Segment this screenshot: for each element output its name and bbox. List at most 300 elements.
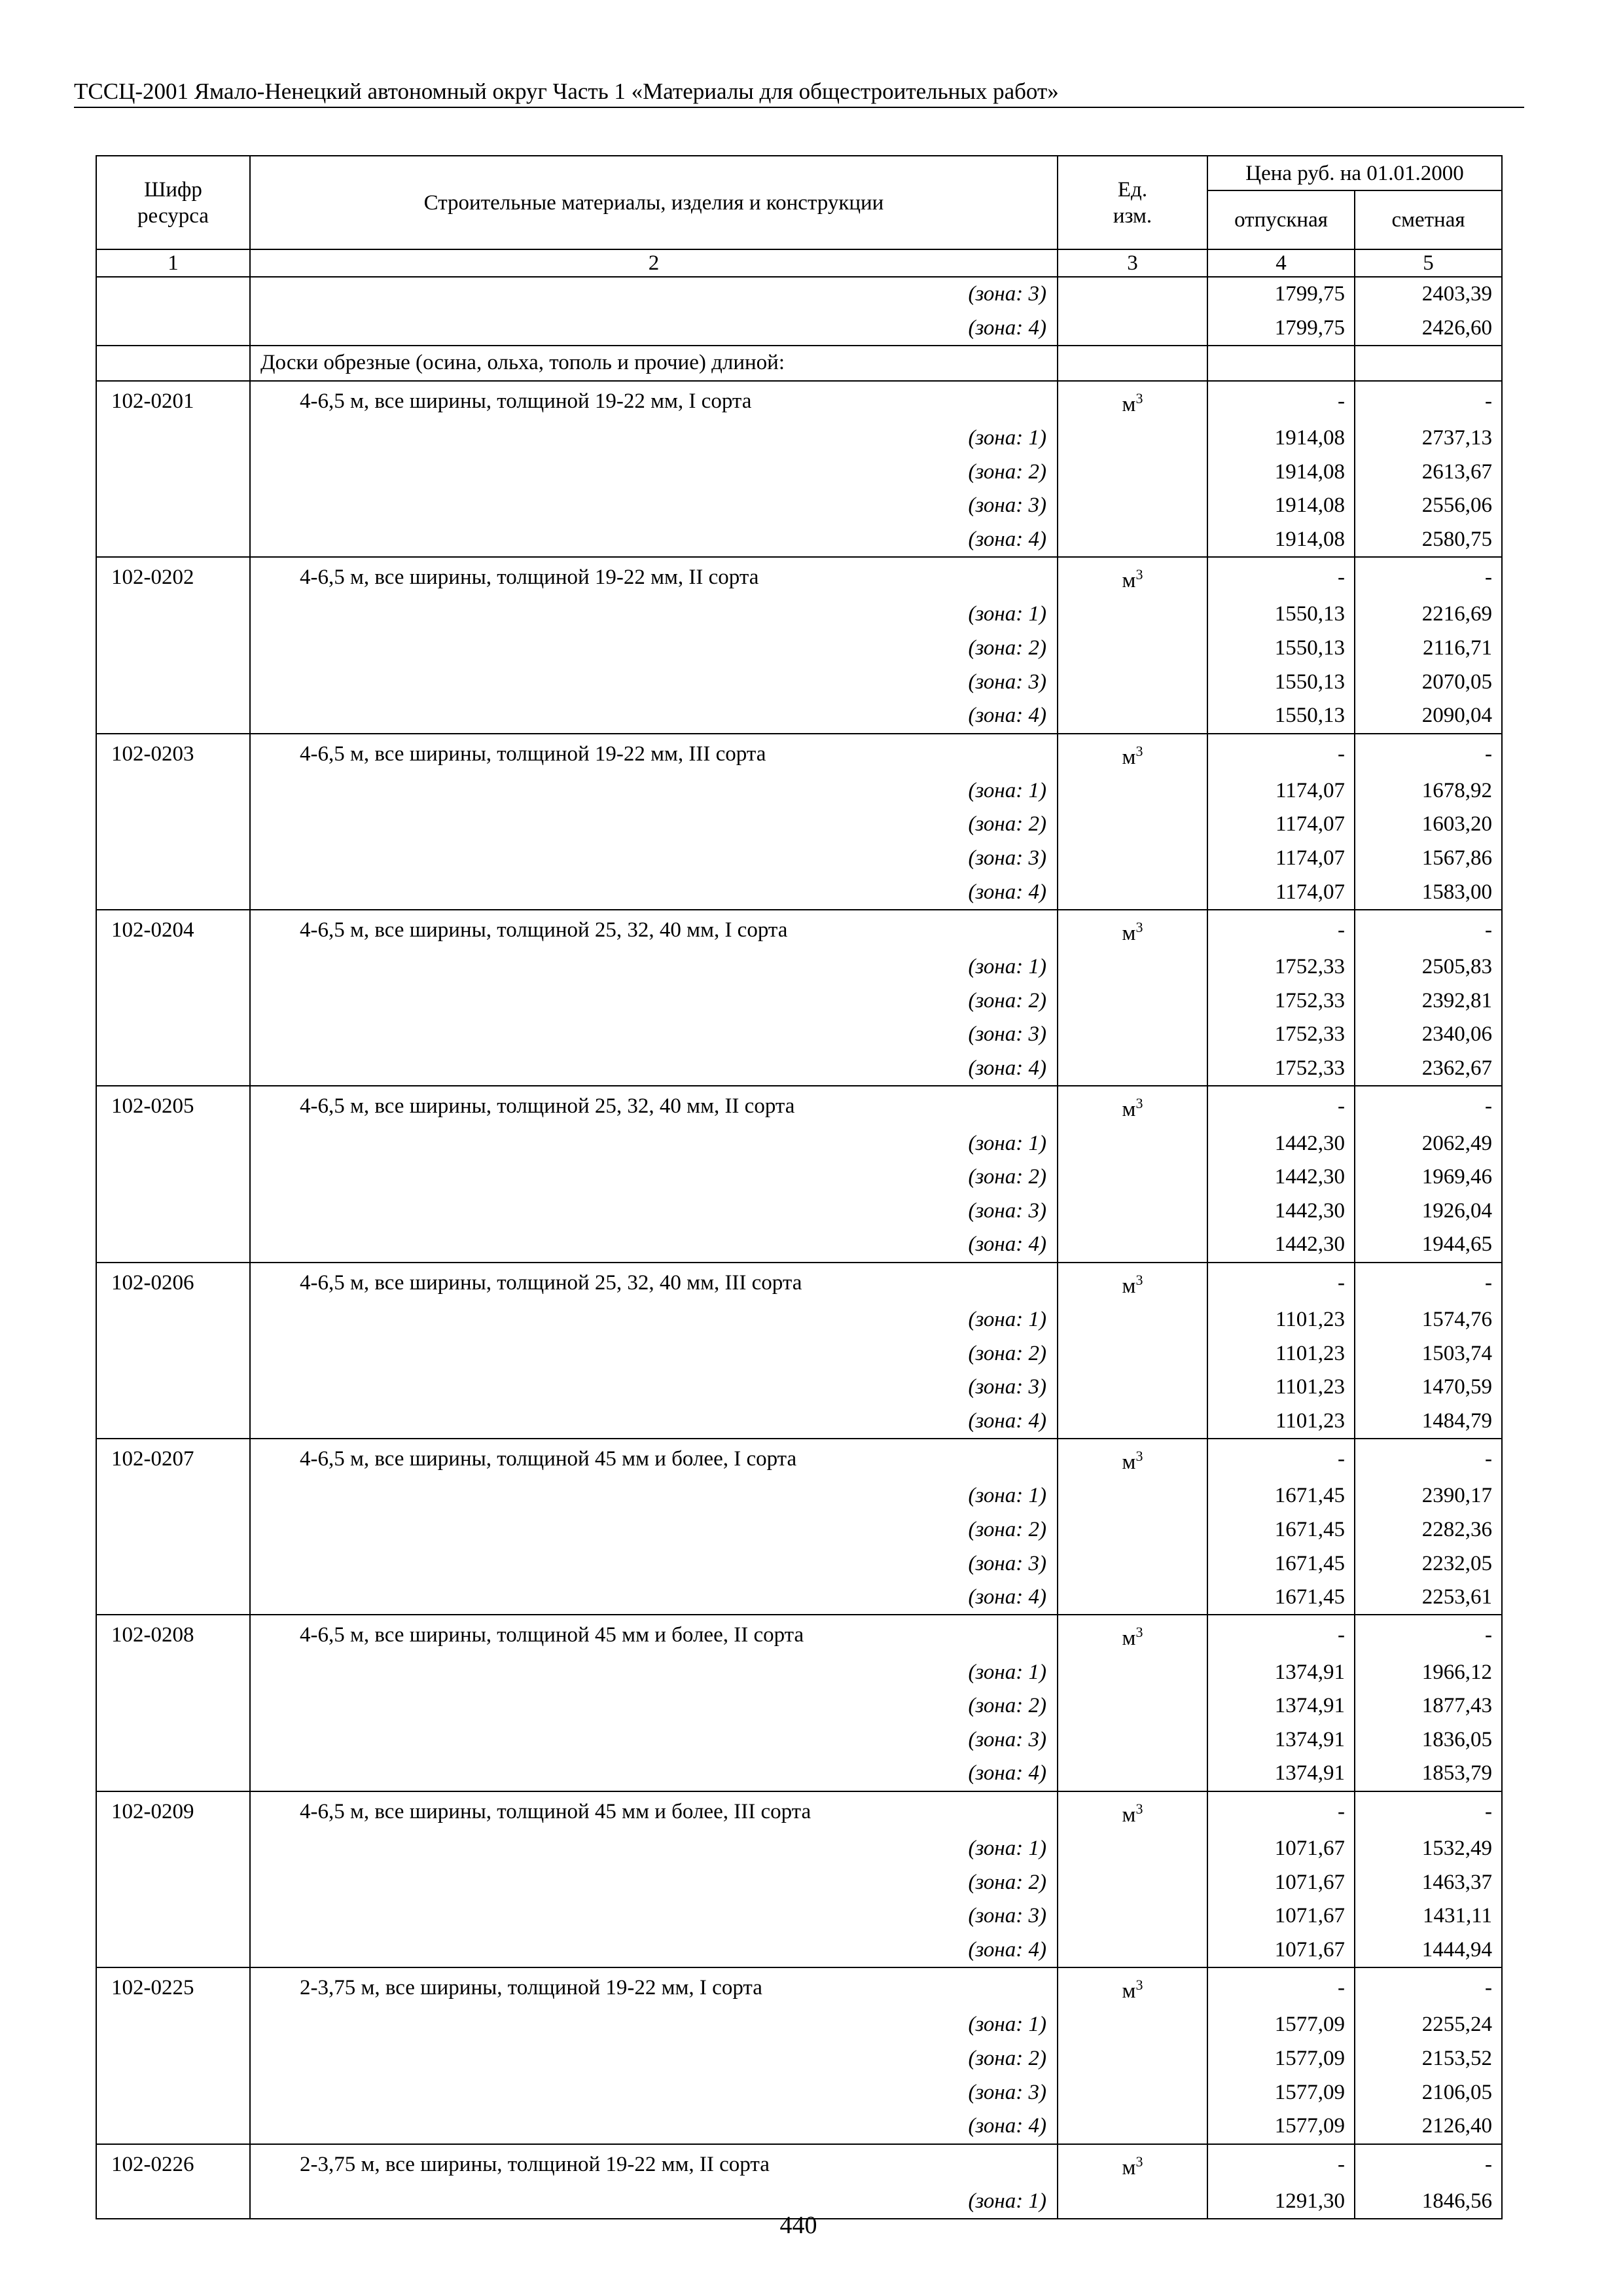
- release-price: 1101,23: [1207, 1336, 1355, 1371]
- resource-row: [96, 1967, 1502, 2008]
- code-cell: [96, 455, 250, 489]
- estimate-price-cell: [1355, 346, 1502, 381]
- zone-row: [96, 875, 1502, 910]
- unit-label: м: [1122, 569, 1136, 593]
- zone-row: [96, 1757, 1502, 1791]
- resource-name: 4-6,5 м, все ширины, толщиной 45 мм и более, III сорта: [250, 1791, 1058, 1832]
- unit-label: м: [1122, 1979, 1136, 2003]
- release-price: 1174,07: [1207, 774, 1355, 808]
- release-price: -: [1207, 2144, 1355, 2185]
- column-number: 5: [1355, 249, 1502, 277]
- release-price: 1914,08: [1207, 422, 1355, 456]
- zone-row: [96, 1723, 1502, 1757]
- zone-row: [96, 277, 1502, 312]
- unit-cell: [1058, 1439, 1207, 1479]
- column-number: 3: [1058, 249, 1207, 277]
- estimate-price: 1969,46: [1355, 1160, 1502, 1194]
- zone-row: [96, 489, 1502, 523]
- unit-cell: [1058, 489, 1207, 523]
- resource-row: [96, 2144, 1502, 2185]
- resource-row: [96, 381, 1502, 422]
- unit-cell: [1058, 774, 1207, 808]
- resource-code: 102-0203: [96, 734, 250, 774]
- unit-cell: [1058, 2109, 1207, 2144]
- estimate-price: -: [1355, 1439, 1502, 1479]
- unit-cell: [1058, 1757, 1207, 1791]
- release-price: 1577,09: [1207, 2075, 1355, 2109]
- zone-label: (зона: 3): [250, 489, 1058, 523]
- release-price: 1914,08: [1207, 455, 1355, 489]
- code-cell: [96, 950, 250, 984]
- zone-row: [96, 665, 1502, 699]
- zone-row: [96, 1018, 1502, 1052]
- estimate-price: 1574,76: [1355, 1303, 1502, 1337]
- unit-exponent: 3: [1135, 1977, 1143, 1994]
- code-cell: [96, 1371, 250, 1405]
- code-cell: [96, 2109, 250, 2144]
- code-cell: [96, 1126, 250, 1160]
- code-cell: [96, 665, 250, 699]
- estimate-price: 1603,20: [1355, 808, 1502, 842]
- zone-row: [96, 312, 1502, 346]
- unit-cell: [1058, 984, 1207, 1018]
- zone-label: (зона: 4): [250, 1933, 1058, 1968]
- estimate-price: 1463,37: [1355, 1865, 1502, 1899]
- col-header-code: Шифр ресурса: [96, 156, 250, 249]
- estimate-price: 2580,75: [1355, 523, 1502, 558]
- estimate-price: -: [1355, 734, 1502, 774]
- zone-row: [96, 808, 1502, 842]
- zone-row: [96, 2109, 1502, 2144]
- zone-label: (зона: 3): [250, 1899, 1058, 1933]
- zone-label: (зона: 2): [250, 984, 1058, 1018]
- header-rule: [74, 107, 1524, 108]
- release-price: 1577,09: [1207, 2008, 1355, 2042]
- zone-row: [96, 1581, 1502, 1615]
- estimate-price: 1836,05: [1355, 1723, 1502, 1757]
- code-cell: [96, 1655, 250, 1689]
- release-price: 1174,07: [1207, 808, 1355, 842]
- release-price: 1799,75: [1207, 312, 1355, 346]
- zone-row: [96, 1126, 1502, 1160]
- zone-label: (зона: 1): [250, 598, 1058, 632]
- resource-code: 102-0205: [96, 1086, 250, 1126]
- zone-row: [96, 1052, 1502, 1086]
- code-cell: [96, 632, 250, 666]
- zone-label: (зона: 4): [250, 1228, 1058, 1263]
- release-price: 1374,91: [1207, 1689, 1355, 1723]
- release-price: -: [1207, 1967, 1355, 2008]
- estimate-price: 2390,17: [1355, 1479, 1502, 1513]
- zone-row: [96, 1513, 1502, 1547]
- code-cell: [96, 2042, 250, 2076]
- resource-code: 102-0209: [96, 1791, 250, 1832]
- release-price: 1550,13: [1207, 598, 1355, 632]
- release-price: 1914,08: [1207, 489, 1355, 523]
- code-cell: [96, 699, 250, 734]
- unit-cell: [1058, 1615, 1207, 1655]
- code-cell: [96, 523, 250, 558]
- release-price: 1671,45: [1207, 1581, 1355, 1615]
- zone-label: (зона: 2): [250, 808, 1058, 842]
- code-cell: [96, 1479, 250, 1513]
- code-cell: [96, 842, 250, 876]
- zone-row: [96, 1336, 1502, 1371]
- resource-name: 2-3,75 м, все ширины, толщиной 19-22 мм, II сорта: [250, 2144, 1058, 2185]
- zone-row: [96, 1655, 1502, 1689]
- zone-row: [96, 632, 1502, 666]
- estimate-price: 2426,60: [1355, 312, 1502, 346]
- estimate-price: 1503,74: [1355, 1336, 1502, 1371]
- resource-code: 102-0201: [96, 381, 250, 422]
- release-price: 1799,75: [1207, 277, 1355, 312]
- release-price: 1374,91: [1207, 1655, 1355, 1689]
- estimate-price: 1484,79: [1355, 1404, 1502, 1439]
- document-header-title: ТССЦ-2001 Ямало-Ненецкий автономный округ Часть 1 «Материалы для общестроительных работ»: [74, 79, 1059, 104]
- release-price: 1752,33: [1207, 984, 1355, 1018]
- estimate-price: 2362,67: [1355, 1052, 1502, 1086]
- col-header-price-group: Цена руб. на 01.01.2000: [1207, 156, 1502, 190]
- estimate-price: 2126,40: [1355, 2109, 1502, 2144]
- estimate-price: 2340,06: [1355, 1018, 1502, 1052]
- page-number: 440: [779, 2212, 817, 2239]
- code-cell: [96, 1832, 250, 1866]
- unit-label: м: [1122, 1274, 1136, 1298]
- zone-label: (зона: 1): [250, 1479, 1058, 1513]
- resource-code: 102-0206: [96, 1263, 250, 1303]
- release-price: 1577,09: [1207, 2109, 1355, 2144]
- unit-label: м: [1122, 1803, 1136, 1827]
- zone-label: (зона: 1): [250, 1655, 1058, 1689]
- code-cell: [96, 1228, 250, 1263]
- zone-label: (зона: 4): [250, 1404, 1058, 1439]
- unit-cell: [1058, 1581, 1207, 1615]
- unit-cell: [1058, 598, 1207, 632]
- estimate-price: -: [1355, 910, 1502, 950]
- unit-cell: [1058, 950, 1207, 984]
- unit-cell: [1058, 1052, 1207, 1086]
- code-cell: [96, 1581, 250, 1615]
- zone-label: (зона: 4): [250, 2109, 1058, 2144]
- code-cell: [96, 312, 250, 346]
- estimate-price: -: [1355, 1791, 1502, 1832]
- zone-label: (зона: 2): [250, 455, 1058, 489]
- unit-cell: [1058, 1018, 1207, 1052]
- code-cell: [96, 1018, 250, 1052]
- unit-cell: [1058, 699, 1207, 734]
- unit-cell: [1058, 1228, 1207, 1263]
- zone-row: [96, 2075, 1502, 2109]
- zone-row: [96, 1832, 1502, 1866]
- zone-label: (зона: 3): [250, 277, 1058, 312]
- unit-cell: [1058, 842, 1207, 876]
- release-price: 1374,91: [1207, 1723, 1355, 1757]
- code-cell: [96, 1933, 250, 1968]
- zone-row: [96, 984, 1502, 1018]
- zone-label: (зона: 2): [250, 1689, 1058, 1723]
- unit-cell: [1058, 1479, 1207, 1513]
- release-price: 1291,30: [1207, 2185, 1355, 2219]
- release-price: 1071,67: [1207, 1933, 1355, 1968]
- unit-exponent: 3: [1135, 1271, 1143, 1288]
- unit-label: м: [1122, 745, 1136, 769]
- resource-code: 102-0225: [96, 1967, 250, 2008]
- release-price: 1071,67: [1207, 1832, 1355, 1866]
- section-title: Доски обрезные (осина, ольха, тополь и прочие) длиной:: [250, 346, 1058, 381]
- zone-label: (зона: 1): [250, 1832, 1058, 1866]
- unit-cell: [1058, 808, 1207, 842]
- release-price: 1671,45: [1207, 1479, 1355, 1513]
- unit-cell: [1058, 1371, 1207, 1405]
- zone-label: (зона: 3): [250, 1194, 1058, 1228]
- estimate-price: 2505,83: [1355, 950, 1502, 984]
- release-price: 1374,91: [1207, 1757, 1355, 1791]
- column-number: 2: [250, 249, 1058, 277]
- estimate-price: 2737,13: [1355, 422, 1502, 456]
- price-table: [96, 155, 1503, 2219]
- zone-label: (зона: 2): [250, 1336, 1058, 1371]
- release-price: 1174,07: [1207, 842, 1355, 876]
- zone-label: (зона: 1): [250, 422, 1058, 456]
- release-price: 1550,13: [1207, 665, 1355, 699]
- unit-exponent: 3: [1135, 742, 1143, 759]
- resource-name: 4-6,5 м, все ширины, толщиной 45 мм и более, I сорта: [250, 1439, 1058, 1479]
- estimate-price: 1926,04: [1355, 1194, 1502, 1228]
- unit-cell: [1058, 1126, 1207, 1160]
- code-cell: [96, 2008, 250, 2042]
- zone-row: [96, 1404, 1502, 1439]
- unit-label: м: [1122, 1098, 1136, 1122]
- resource-row: [96, 1791, 1502, 1832]
- estimate-price: 1966,12: [1355, 1655, 1502, 1689]
- code-cell: [96, 1513, 250, 1547]
- code-cell: [96, 1404, 250, 1439]
- release-price: 1550,13: [1207, 632, 1355, 666]
- col-header-price-estimate: сметная: [1355, 190, 1502, 249]
- zone-row: [96, 1689, 1502, 1723]
- col-header-unit: Ед. изм.: [1058, 156, 1207, 249]
- code-cell: [96, 346, 250, 381]
- zone-label: (зона: 4): [250, 1581, 1058, 1615]
- estimate-price: 2062,49: [1355, 1126, 1502, 1160]
- estimate-price: -: [1355, 1086, 1502, 1126]
- release-price: 1752,33: [1207, 1018, 1355, 1052]
- code-cell: [96, 1899, 250, 1933]
- estimate-price: 2556,06: [1355, 489, 1502, 523]
- zone-label: (зона: 4): [250, 699, 1058, 734]
- unit-exponent: 3: [1135, 389, 1143, 406]
- unit-cell: [1058, 523, 1207, 558]
- unit-cell: [1058, 2008, 1207, 2042]
- zone-row: [96, 1303, 1502, 1337]
- release-price: 1442,30: [1207, 1194, 1355, 1228]
- estimate-price: 2106,05: [1355, 2075, 1502, 2109]
- resource-row: [96, 1615, 1502, 1655]
- code-cell: [96, 1052, 250, 1086]
- unit-label: м: [1122, 392, 1136, 416]
- col-header-price-release: отпускная: [1207, 190, 1355, 249]
- unit-cell: [1058, 665, 1207, 699]
- unit-cell: [1058, 1303, 1207, 1337]
- release-price: 1671,45: [1207, 1513, 1355, 1547]
- estimate-price: 1567,86: [1355, 842, 1502, 876]
- code-cell: [96, 1303, 250, 1337]
- resource-name: 4-6,5 м, все ширины, толщиной 25, 32, 40 мм, I сорта: [250, 910, 1058, 950]
- release-price: -: [1207, 557, 1355, 598]
- estimate-price: -: [1355, 1615, 1502, 1655]
- estimate-price: 2070,05: [1355, 665, 1502, 699]
- unit-exponent: 3: [1135, 566, 1143, 583]
- release-price: 1914,08: [1207, 523, 1355, 558]
- zone-row: [96, 1547, 1502, 1581]
- code-cell: [96, 1194, 250, 1228]
- estimate-price: 1431,11: [1355, 1899, 1502, 1933]
- unit-cell: [1058, 2042, 1207, 2076]
- unit-cell: [1058, 1865, 1207, 1899]
- zone-row: [96, 1194, 1502, 1228]
- estimate-price: 2255,24: [1355, 2008, 1502, 2042]
- price-table-header: [96, 156, 1502, 249]
- zone-label: (зона: 3): [250, 2075, 1058, 2109]
- resource-name: 4-6,5 м, все ширины, толщиной 19-22 мм, I сорта: [250, 381, 1058, 422]
- estimate-price: 1877,43: [1355, 1689, 1502, 1723]
- estimate-price: 1532,49: [1355, 1832, 1502, 1866]
- unit-exponent: 3: [1135, 1800, 1143, 1817]
- code-cell: [96, 808, 250, 842]
- unit-cell: [1058, 875, 1207, 910]
- zone-label: (зона: 3): [250, 842, 1058, 876]
- zone-label: (зона: 4): [250, 312, 1058, 346]
- zone-label: (зона: 2): [250, 1513, 1058, 1547]
- resource-row: [96, 557, 1502, 598]
- unit-cell: [1058, 1933, 1207, 1968]
- column-number-row: [96, 249, 1502, 277]
- zone-row: [96, 699, 1502, 734]
- release-price: -: [1207, 1791, 1355, 1832]
- estimate-price: 1944,65: [1355, 1228, 1502, 1263]
- zone-label: (зона: 3): [250, 1371, 1058, 1405]
- resource-row: [96, 1439, 1502, 1479]
- unit-cell: [1058, 1791, 1207, 1832]
- column-number: 1: [96, 249, 250, 277]
- unit-cell: [1058, 1086, 1207, 1126]
- code-cell: [96, 489, 250, 523]
- estimate-price: 2232,05: [1355, 1547, 1502, 1581]
- zone-label: (зона: 3): [250, 1018, 1058, 1052]
- release-price-cell: [1207, 346, 1355, 381]
- resource-name: 4-6,5 м, все ширины, толщиной 45 мм и более, II сорта: [250, 1615, 1058, 1655]
- release-price: 1442,30: [1207, 1228, 1355, 1263]
- zone-row: [96, 1933, 1502, 1968]
- unit-cell: [1058, 1513, 1207, 1547]
- unit-exponent: 3: [1135, 1095, 1143, 1112]
- unit-cell: [1058, 1547, 1207, 1581]
- estimate-price: 2116,71: [1355, 632, 1502, 666]
- zone-label: (зона: 1): [250, 2008, 1058, 2042]
- estimate-price: 2216,69: [1355, 598, 1502, 632]
- zone-row: [96, 1479, 1502, 1513]
- zone-label: (зона: 2): [250, 632, 1058, 666]
- resource-row: [96, 910, 1502, 950]
- estimate-price: 1853,79: [1355, 1757, 1502, 1791]
- zone-row: [96, 1865, 1502, 1899]
- resource-row: [96, 1263, 1502, 1303]
- estimate-price: 2253,61: [1355, 1581, 1502, 1615]
- resource-name: 4-6,5 м, все ширины, толщиной 25, 32, 40 мм, II сорта: [250, 1086, 1058, 1126]
- code-cell: [96, 598, 250, 632]
- estimate-price: -: [1355, 2144, 1502, 2185]
- release-price: 1101,23: [1207, 1303, 1355, 1337]
- release-price: 1752,33: [1207, 1052, 1355, 1086]
- estimate-price: -: [1355, 557, 1502, 598]
- code-cell: [96, 2075, 250, 2109]
- release-price: 1671,45: [1207, 1547, 1355, 1581]
- zone-row: [96, 422, 1502, 456]
- zone-row: [96, 842, 1502, 876]
- estimate-price: 2153,52: [1355, 2042, 1502, 2076]
- code-cell: [96, 277, 250, 312]
- zone-label: (зона: 1): [250, 1303, 1058, 1337]
- code-cell: [96, 1336, 250, 1371]
- resource-code: 102-0204: [96, 910, 250, 950]
- zone-row: [96, 950, 1502, 984]
- code-cell: [96, 984, 250, 1018]
- release-price: 1101,23: [1207, 1404, 1355, 1439]
- release-price: 1442,30: [1207, 1160, 1355, 1194]
- release-price: -: [1207, 910, 1355, 950]
- price-table-body: [96, 249, 1502, 2219]
- col-header-materials: Строительные материалы, изделия и конструкции: [250, 156, 1058, 249]
- release-price: 1174,07: [1207, 875, 1355, 910]
- unit-cell: [1058, 2075, 1207, 2109]
- zone-label: (зона: 4): [250, 1052, 1058, 1086]
- zone-label: (зона: 1): [250, 774, 1058, 808]
- code-cell: [96, 774, 250, 808]
- unit-exponent: 3: [1135, 1624, 1143, 1641]
- zone-label: (зона: 2): [250, 2042, 1058, 2076]
- column-number: 4: [1207, 249, 1355, 277]
- resource-name: 4-6,5 м, все ширины, толщиной 19-22 мм, III сорта: [250, 734, 1058, 774]
- unit-cell: [1058, 2144, 1207, 2185]
- unit-cell: [1058, 422, 1207, 456]
- code-cell: [96, 1689, 250, 1723]
- estimate-price: 2403,39: [1355, 277, 1502, 312]
- unit-cell: [1058, 734, 1207, 774]
- estimate-price: -: [1355, 1967, 1502, 2008]
- zone-label: (зона: 4): [250, 1757, 1058, 1791]
- estimate-price: 1678,92: [1355, 774, 1502, 808]
- release-price: 1071,67: [1207, 1865, 1355, 1899]
- release-price: -: [1207, 1615, 1355, 1655]
- release-price: 1442,30: [1207, 1126, 1355, 1160]
- section-row: [96, 346, 1502, 381]
- zone-row: [96, 523, 1502, 558]
- resource-code: 102-0208: [96, 1615, 250, 1655]
- release-price: -: [1207, 1439, 1355, 1479]
- unit-exponent: 3: [1135, 1448, 1143, 1465]
- unit-cell: [1058, 381, 1207, 422]
- resource-row: [96, 734, 1502, 774]
- code-cell: [96, 1160, 250, 1194]
- code-cell: [96, 422, 250, 456]
- release-price: 1577,09: [1207, 2042, 1355, 2076]
- zone-label: (зона: 2): [250, 1865, 1058, 1899]
- unit-cell: [1058, 455, 1207, 489]
- zone-label: (зона: 2): [250, 1160, 1058, 1194]
- unit-label: м: [1122, 921, 1136, 945]
- unit-exponent: 3: [1135, 918, 1143, 935]
- unit-cell: [1058, 1194, 1207, 1228]
